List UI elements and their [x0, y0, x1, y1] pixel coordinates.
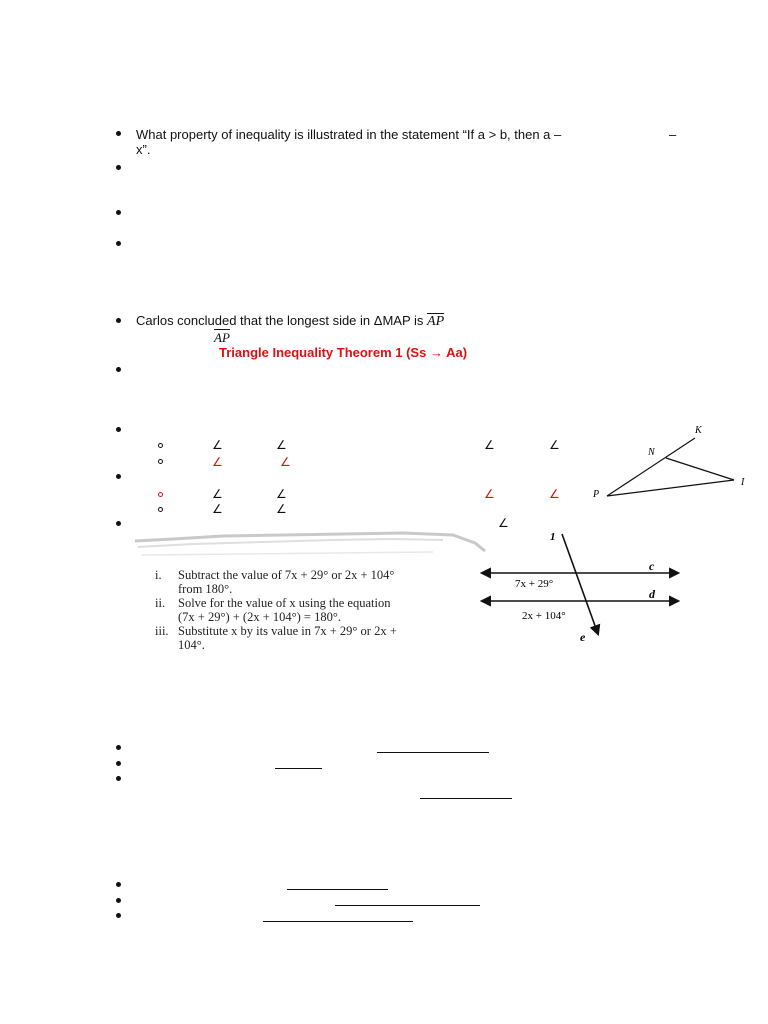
vertex-label-i: I	[741, 477, 745, 488]
bullet	[116, 427, 121, 432]
bullet	[116, 474, 121, 479]
answer-blank[interactable]	[377, 752, 489, 753]
bullet	[116, 318, 121, 323]
angle-symbol-red: ∠	[280, 455, 291, 469]
step-text: Substitute x by its value in 7x + 29° or 2x +	[178, 624, 397, 638]
parallel-lines-figure	[478, 528, 683, 650]
torn-edge	[133, 527, 493, 567]
segment-ap: $\overline{AP}$	[427, 314, 445, 329]
bullet	[116, 131, 121, 136]
angle-symbol: ∠	[276, 438, 287, 452]
choice-circle	[158, 443, 163, 448]
question-1-text: What property of inequality is illustrated in the statement “If a > b, then a –	[136, 127, 562, 142]
step-line	[133, 638, 473, 652]
transversal-e	[562, 534, 598, 634]
bullet	[116, 913, 121, 918]
bullet	[116, 761, 121, 766]
step-line	[133, 596, 473, 610]
answer-blank[interactable]	[335, 905, 480, 906]
bullet	[116, 898, 121, 903]
step-text: (7x + 29°) + (2x + 104°) = 180°.	[178, 610, 341, 624]
bullet	[116, 882, 121, 887]
angle-symbol: ∠	[212, 487, 223, 501]
vertex-label-k: K	[695, 425, 702, 436]
vertex-label-p: P	[593, 489, 600, 500]
angle-symbol: ∠	[212, 438, 223, 452]
vertex-label-n: N	[648, 447, 655, 458]
angle-symbol: ∠	[484, 438, 495, 452]
step-text: Solve for the value of x using the equation	[178, 596, 391, 610]
step-line	[133, 582, 473, 596]
choice-circle	[158, 507, 163, 512]
segment-ap-answer: $\overline{AP}$	[214, 330, 230, 345]
step-text: from 180°.	[178, 582, 233, 596]
step-number: iii.	[155, 624, 169, 638]
angle-symbol: ∠	[549, 438, 560, 452]
solution-steps	[133, 568, 473, 652]
triangle-figure	[590, 420, 750, 510]
angle-symbol: ∠	[212, 502, 223, 516]
bullet	[116, 165, 121, 170]
theorem-label: Triangle Inequality Theorem 1 (Ss → Aa)	[219, 345, 468, 360]
step-text: 104°.	[178, 638, 205, 652]
choice-circle-red	[158, 492, 163, 497]
angle-label-lower: 2x + 104°	[522, 610, 566, 622]
side-pi	[607, 480, 734, 496]
step-line	[133, 568, 473, 582]
label-d: d	[649, 587, 655, 601]
bullet	[116, 521, 121, 526]
question-1-continuation: x”.	[136, 142, 151, 157]
bullet	[116, 210, 121, 215]
answer-blank[interactable]	[275, 768, 322, 769]
question-carlos-text	[136, 313, 444, 330]
angle-label-upper: 7x + 29°	[515, 578, 554, 590]
answer-blank[interactable]	[420, 798, 512, 799]
label-c: c	[649, 559, 655, 573]
angle-symbol: ∠	[498, 516, 509, 530]
side-ni	[666, 458, 734, 480]
step-number: i.	[155, 568, 162, 582]
angle-symbol-red: ∠	[212, 455, 223, 469]
answer-blank[interactable]	[287, 889, 388, 890]
question-1-dash: –	[669, 127, 677, 142]
bullet	[116, 745, 121, 750]
question-carlos-statement: Carlos concluded that the longest side in ΔMAP is	[136, 313, 424, 328]
step-line	[133, 624, 473, 638]
bullet	[116, 367, 121, 372]
angle-symbol: ∠	[276, 502, 287, 516]
answer-blank[interactable]	[263, 921, 413, 922]
label-e: e	[580, 630, 586, 644]
step-line	[133, 610, 473, 624]
angle-symbol: ∠	[276, 487, 287, 501]
bullet	[116, 241, 121, 246]
step-number: ii.	[155, 596, 166, 610]
bullet	[116, 776, 121, 781]
step-text: Subtract the value of 7x + 29° or 2x + 104°	[178, 568, 395, 582]
angle-symbol-red: ∠	[549, 487, 560, 501]
choice-circle	[158, 459, 163, 464]
angle-symbol-red: ∠	[484, 487, 495, 501]
label-1: 1	[550, 531, 556, 543]
